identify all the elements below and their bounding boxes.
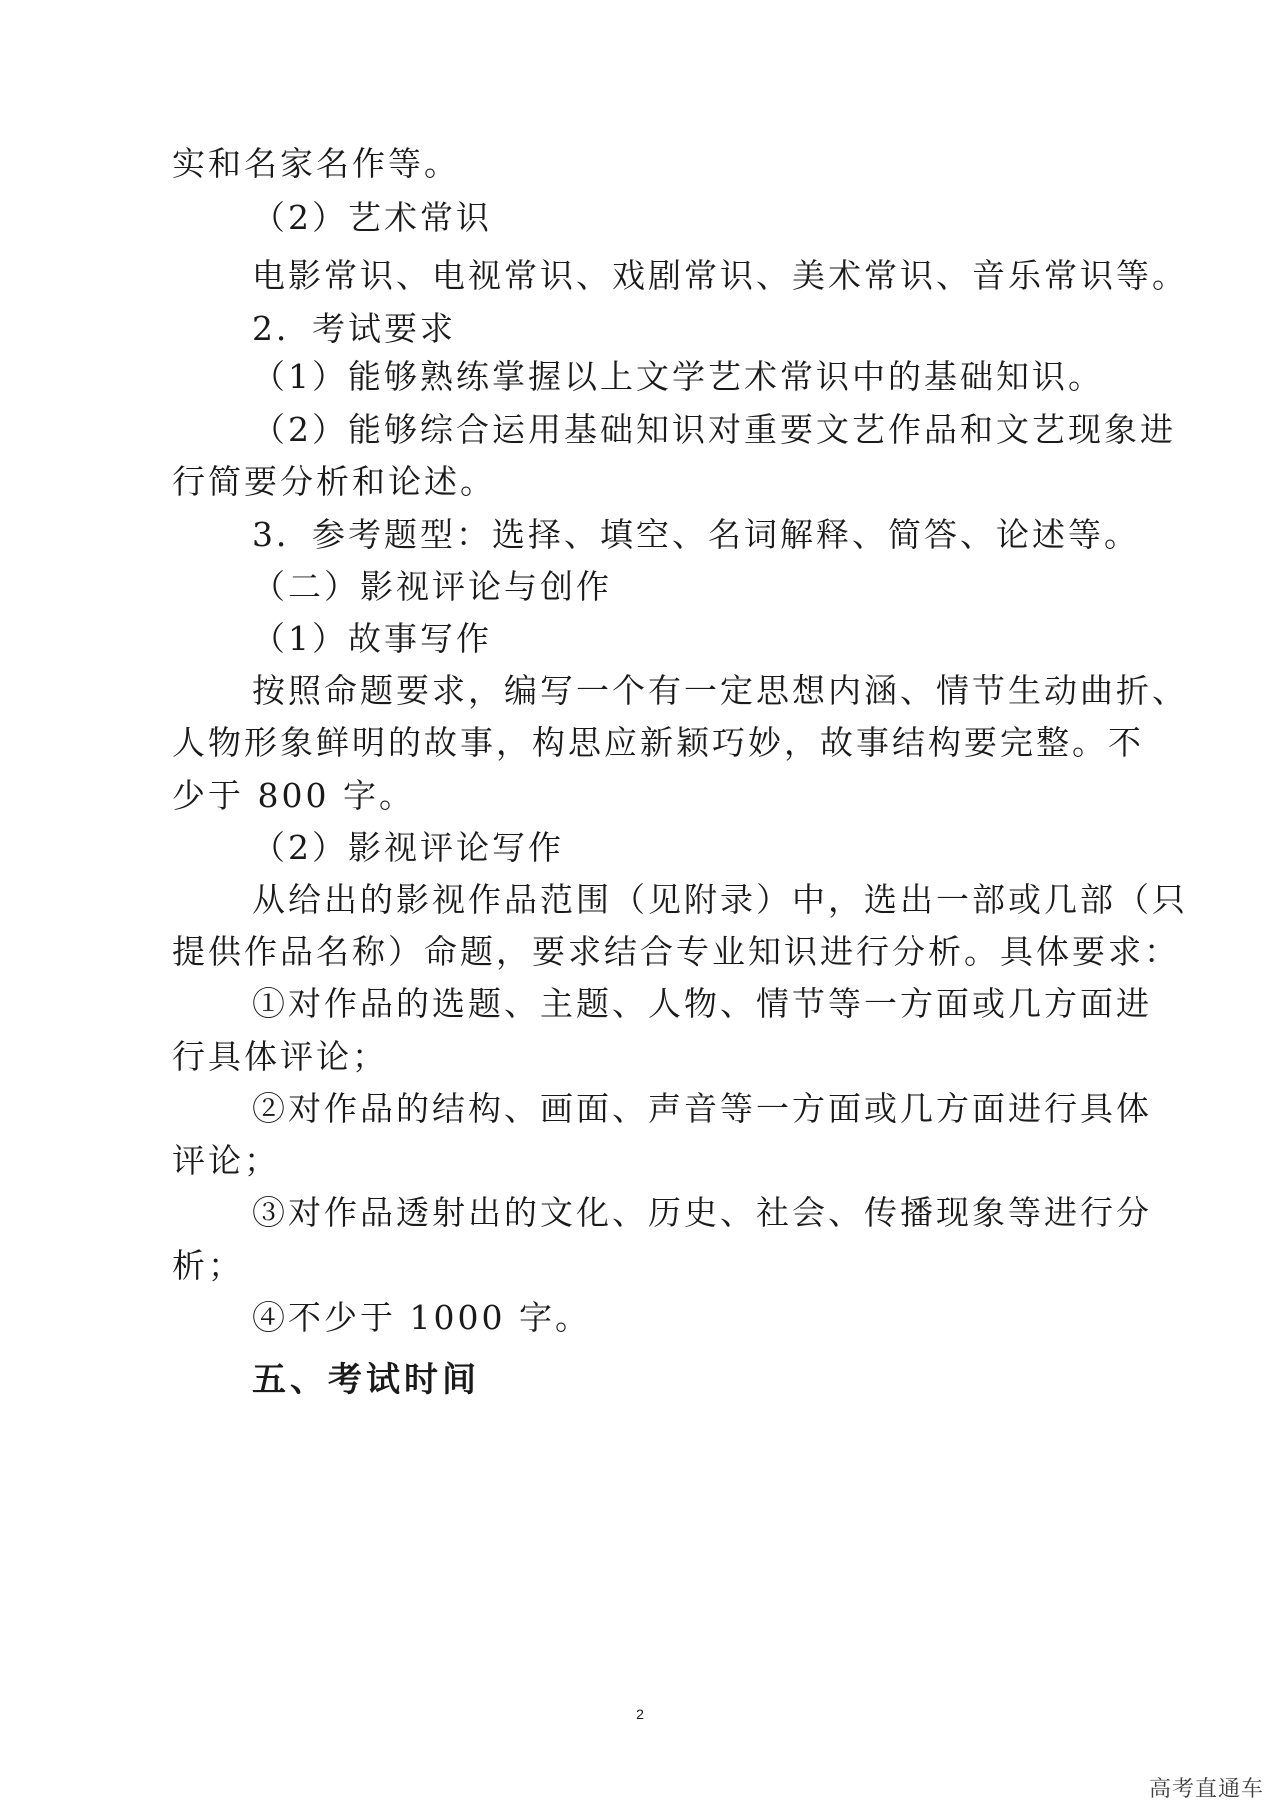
text-line-19: ②对作品的结构、画面、声音等一方面或几方面进行具体 [252, 1089, 1152, 1128]
text-line-11: 按照命题要求，编写一个有一定思想内涵、情节生动曲折、 [252, 671, 1188, 710]
text-line-17: ①对作品的选题、主题、人物、情节等一方面或几方面进 [252, 984, 1152, 1023]
text-line-21: ③对作品透射出的文化、历史、社会、传播现象等进行分 [252, 1193, 1152, 1232]
text-line-1: 实和名家名作等。 [172, 144, 460, 183]
text-line-22: 析； [172, 1246, 244, 1285]
text-line-6: （2）能够综合运用基础知识对重要文艺作品和文艺现象进 [252, 410, 1176, 449]
subsection-film-review-writing: （2）影视评论写作 [252, 828, 564, 867]
text-line-8: 3．参考题型：选择、填空、名词解释、简答、论述等。 [252, 515, 1140, 554]
subsection-art-knowledge: （2）艺术常识 [252, 198, 492, 237]
page-number: 2 [636, 1706, 644, 1722]
text-line-7: 行简要分析和论述。 [172, 462, 496, 501]
text-line-13: 少于 800 字。 [172, 776, 415, 815]
subsection-film-review-creation: （二）影视评论与创作 [252, 567, 612, 606]
text-line-15: 从给出的影视作品范围（见附录）中，选出一部或几部（只 [252, 880, 1188, 919]
subsection-exam-requirements: 2．考试要求 [252, 309, 456, 348]
text-line-3: 电影常识、电视常识、戏剧常识、美术常识、音乐常识等。 [252, 256, 1188, 295]
watermark-text: 高考直通车 [1148, 1777, 1264, 1802]
subsection-story-writing: （1）故事写作 [252, 619, 492, 658]
text-line-20: 评论； [172, 1141, 280, 1180]
text-line-16: 提供作品名称）命题，要求结合专业知识进行分析。具体要求： [172, 932, 1180, 971]
text-line-23: ④不少于 1000 字。 [252, 1298, 591, 1337]
text-line-12: 人物形象鲜明的故事，构思应新颖巧妙，故事结构要完整。不 [172, 723, 1144, 762]
section-heading-exam-time: 五、考试时间 [252, 1360, 480, 1400]
text-line-5: （1）能够熟练掌握以上文学艺术常识中的基础知识。 [252, 357, 1104, 396]
text-line-18: 行具体评论； [172, 1037, 388, 1076]
